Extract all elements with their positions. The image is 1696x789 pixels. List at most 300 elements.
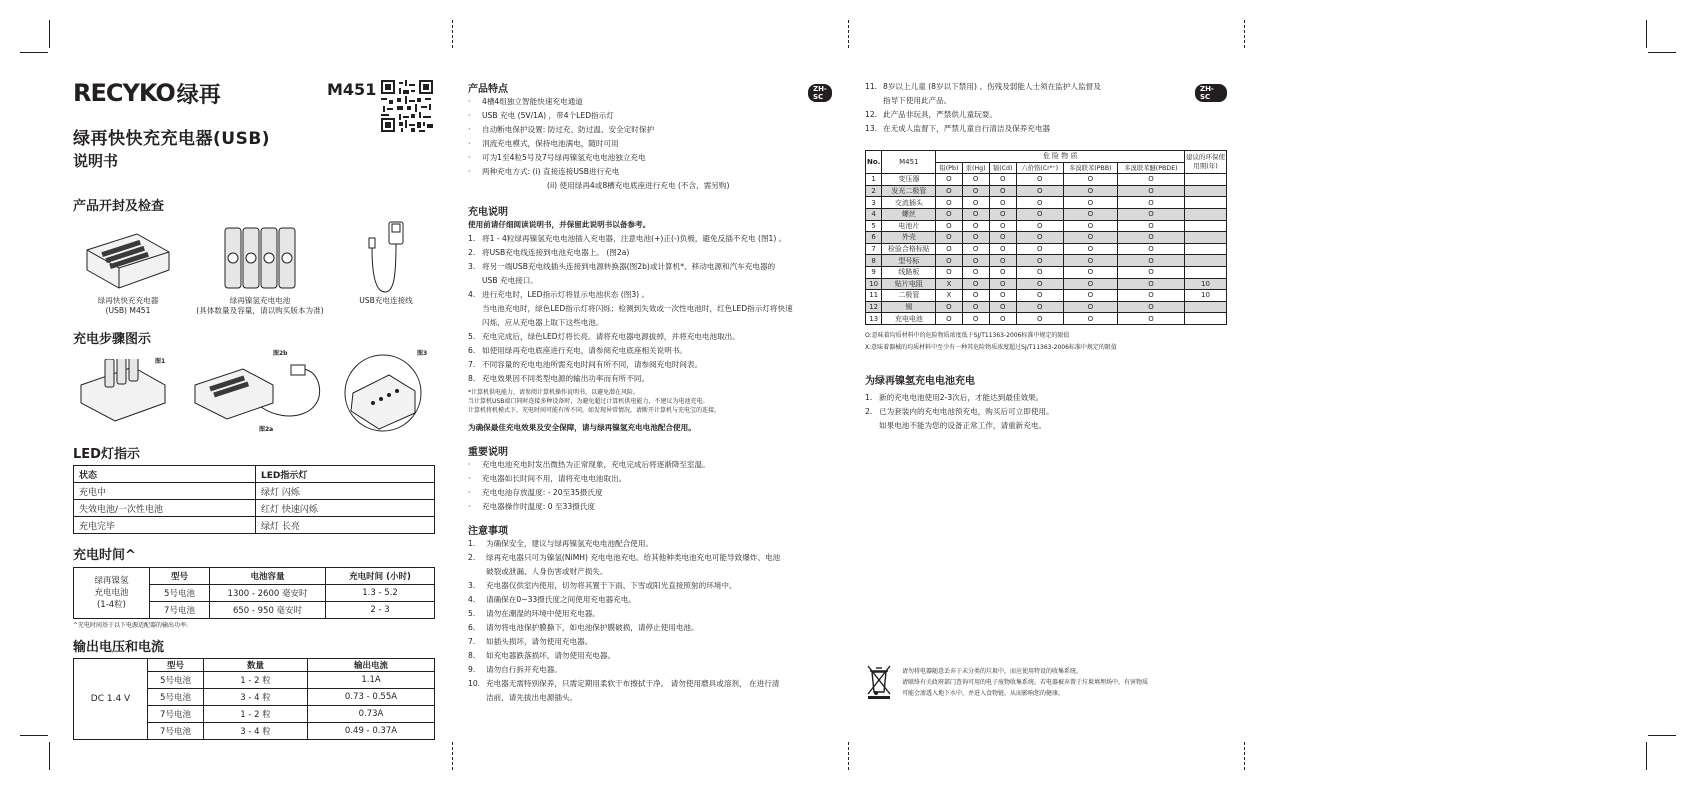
table-cell: O [1117, 174, 1184, 186]
table-cell: O [1063, 243, 1117, 255]
crop-mark [1646, 20, 1647, 48]
language-badge: ZH-SC [808, 84, 832, 102]
features-list [468, 95, 830, 193]
list-item [468, 565, 830, 579]
table-cell: O [1016, 301, 1063, 313]
table-row [866, 232, 1227, 244]
table-cell: 10 [866, 278, 882, 290]
table-cell: O [1063, 255, 1117, 267]
fold-mark [1244, 742, 1245, 770]
panel-compliance [865, 80, 1227, 433]
list-item-text: 指导下使用此产品。 [883, 96, 952, 105]
weee-bin-icon [866, 664, 892, 700]
table-header: 多溴联苯(PBB) [1063, 162, 1117, 174]
table-cell: 0.73A [308, 706, 435, 723]
table-cell: O [936, 255, 962, 267]
hazard-note-o: O:意味着均质材料中的危险物质浓度低于SJ/T11363-2006标准中规定的限值 [865, 331, 1070, 339]
list-item: · 4槽4组独立智能快速充电通道 [468, 95, 830, 109]
unboxing-label: (具体数量及容量，请以购买版本为准) [196, 306, 324, 315]
crop-mark [49, 742, 50, 770]
table-cell: 电池片 [882, 220, 936, 232]
charge-time-side [74, 568, 150, 619]
table-header: 充电时间 (小时) [326, 568, 435, 585]
table-cell: 5 [866, 220, 882, 232]
list-item: · 两种充电方式: (i) 直接连接USB进行充电 [468, 165, 830, 179]
list-number [865, 94, 883, 108]
list-item [468, 649, 830, 663]
table-header-row [74, 568, 435, 585]
table-cell: O [1117, 278, 1184, 290]
list-number: 1. [865, 392, 873, 402]
table-cell: 10 [1185, 290, 1227, 302]
table-cell [1185, 208, 1227, 220]
list-number [468, 302, 482, 316]
table-cell: O [1063, 313, 1117, 325]
features-heading: 产品特点 [468, 84, 508, 95]
list-number: 11. [865, 82, 878, 91]
charge-time-table [73, 567, 435, 619]
list-item [468, 593, 830, 607]
table-header: 危 险 物 质 [936, 151, 1185, 163]
list-item [468, 330, 830, 344]
list-item: · 可为1至4粒5号及7号绿再镍氢充电电池独立充电 [468, 151, 830, 165]
manual-subtitle: 说明书 [73, 152, 119, 170]
table-cell [1185, 266, 1227, 278]
table-header: 输出电流 [308, 659, 435, 672]
table-cell: O [1016, 278, 1063, 290]
table-cell: O [936, 266, 962, 278]
table-row [866, 197, 1227, 209]
list-number: 5. [468, 332, 476, 341]
list-item-text: 请确保在0~33摄氏度之间使用充电器充电。 [486, 595, 636, 604]
table-cell: 二极管 [882, 290, 936, 302]
table-cell: 充电完毕 [74, 517, 256, 534]
side-label: 绿再镍氢 [94, 576, 129, 586]
output-heading: 输出电压和电流 [73, 640, 165, 655]
table-cell: O [989, 220, 1016, 232]
weee-text: 请联络有关政府部门查询可用的电子废物收集系统。若电器被弃置于垃圾填埋场中，有害物质 [902, 679, 1149, 686]
table-cell: O [962, 243, 989, 255]
fold-mark [452, 742, 453, 770]
list-item [865, 122, 1227, 136]
list-item [468, 260, 830, 274]
table-cell: O [989, 208, 1016, 220]
panel-front [73, 78, 435, 740]
table-row [866, 208, 1227, 220]
list-item-text: 如果电池不能为您的设备正常工作，请重新充电。 [879, 420, 1047, 430]
table-cell: 线路板 [882, 266, 936, 278]
list-item-text: 洁前，请先拔出电源插头。 [486, 693, 578, 702]
table-cell: 0.49 - 0.37A [308, 723, 435, 740]
table-cell: O [1063, 232, 1117, 244]
table-cell: O [1016, 313, 1063, 325]
table-cell: 4 [866, 208, 882, 220]
list-item-text: 请勿将电池保护膜撕下，如电池保护膜破损，请停止使用电池。 [486, 623, 699, 632]
unboxing-label: USB充电连接线 [359, 296, 413, 305]
table-cell: O [936, 243, 962, 255]
list-item-text: 充电电池存放温度: - 20至35摄氏度 [482, 488, 603, 497]
list-item [865, 391, 1227, 405]
brand-logo: RECYKO [73, 79, 175, 107]
table-cell: O [1016, 197, 1063, 209]
list-item: · 充电器操作时温度: 0 至33摄氏度 [468, 500, 830, 514]
table-cell [1185, 232, 1227, 244]
list-item [468, 607, 830, 621]
table-cell: 3 - 4 粒 [204, 689, 308, 706]
table-header: 镉(Cd) [989, 162, 1016, 174]
table-row [866, 313, 1227, 325]
table-cell: O [936, 185, 962, 197]
list-number: 9. [468, 665, 476, 674]
table-cell [1185, 174, 1227, 186]
list-item-text: 将1 - 4粒绿再镍氢充电电池插入充电器，注意电池(+)正(-)负极，避免反插不充电 (图1) 。 [482, 234, 787, 243]
list-number: 3. [468, 262, 476, 271]
side-label: 充电电池 [94, 588, 129, 598]
table-cell: O [1117, 243, 1184, 255]
list-item [468, 358, 830, 372]
unboxing-item [185, 296, 335, 316]
weee-text: 可能会渗透入地下水中，并进入食物链，从而影响您的健康。 [902, 690, 1065, 697]
table-cell: 11 [866, 290, 882, 302]
table-cell: 10 [1185, 278, 1227, 290]
step1-illustration [77, 359, 171, 425]
table-cell: O [1117, 185, 1184, 197]
table-cell: O [1117, 197, 1184, 209]
table-cell: 7号电池 [150, 602, 210, 619]
list-item-text: 充电效果因不同类型电源的输出功率而有所不同。 [482, 374, 650, 383]
instructions-intro: 使用前请仔细阅读说明书，并保留此说明书以备参考。 [468, 220, 651, 229]
table-header: 多溴联苯醚(PBDE) [1117, 162, 1184, 174]
table-cell: O [962, 220, 989, 232]
table-row [866, 255, 1227, 267]
list-number: 2. [468, 248, 476, 257]
table-cell: O [1016, 232, 1063, 244]
table-cell: 2 - 3 [326, 602, 435, 619]
fold-mark [452, 20, 453, 48]
list-item-text: 将另一端USB充电线插头连接到电源转换器(图2b)或计算机*、移动电源和汽车充电器的 [482, 262, 776, 271]
weee-text: 请勿将电器随意丢弃于未分类的垃圾中，而应使用特设的收集系统。 [902, 668, 1083, 675]
list-item-text: 充电器如长时间不用，请将充电电池取出。 [482, 474, 627, 483]
output-table [73, 658, 435, 740]
charger-illustration [81, 230, 173, 292]
table-cell: 7号电池 [148, 706, 204, 723]
table-row [866, 266, 1227, 278]
unboxing-label: 绿再镍氢充电电池 [229, 296, 291, 305]
list-item-text: (ii) 使用绿再4或8槽充电底座进行充电 (不含，需另购) [547, 181, 730, 190]
table-cell: O [989, 255, 1016, 267]
language-badge: ZH-SC [1195, 84, 1227, 102]
list-item-text: 绿再充电器只可为镍氢(NiMH) 充电电池充电。给其他种类电池充电可能导致爆炸、电池 [486, 553, 781, 562]
table-cell: O [1063, 278, 1117, 290]
list-item [468, 621, 830, 635]
list-item-text: 不同容量的充电电池所需充电时间有所不同，请参阅充电时间表。 [482, 360, 703, 369]
steps-figures [73, 347, 435, 435]
list-item-text: 已为套装内的充电电池预充电，购买后可立即使用。 [879, 406, 1054, 416]
charge-time-note: ^充电时间基于以下电源适配器的输出功率: [73, 622, 189, 629]
table-row [866, 290, 1227, 302]
weee-notice [902, 666, 1232, 699]
list-number: 3. [468, 581, 476, 590]
charge-time-heading: 充电时间^ [73, 548, 136, 563]
table-cell: 8 [866, 255, 882, 267]
list-number: 6. [468, 346, 476, 355]
table-cell: O [989, 266, 1016, 278]
footnote: *计算机供电能力，请参阅计算机操作说明书，以避免潜在风险。 [468, 389, 640, 396]
table-cell: O [962, 278, 989, 290]
list-item [468, 316, 830, 330]
table-cell: O [989, 174, 1016, 186]
table-cell: O [1016, 174, 1063, 186]
table-row [866, 301, 1227, 313]
table-cell: 1 - 2 粒 [204, 672, 308, 689]
table-row [74, 500, 435, 517]
table-cell: 1.1A [308, 672, 435, 689]
table-row [866, 220, 1227, 232]
fig3-label: 图3 [417, 350, 428, 357]
table-cell: O [1117, 208, 1184, 220]
list-number [468, 691, 486, 705]
crop-mark [49, 20, 50, 48]
table-cell: O [1016, 290, 1063, 302]
list-item-text: 充电完成后，绿色LED灯将长亮。请将充电器电源拔掉，并将充电电池取出。 [482, 332, 740, 341]
table-cell: O [1117, 220, 1184, 232]
table-cell: O [1016, 185, 1063, 197]
batteries-illustration [223, 224, 299, 292]
table-cell: 1 [866, 174, 882, 186]
list-item-text: 充电器仅供室内使用，切勿将其置于下雨、下雪或阳光直接照射的环境中。 [486, 581, 737, 590]
list-number: 8. [468, 374, 476, 383]
list-item-text: 可为1至4粒5号及7号绿再镍氢充电电池独立充电 [482, 153, 646, 162]
table-cell: 3 [866, 197, 882, 209]
list-item-text: 新的充电电池使用2-3次后，才能达到最佳效果。 [879, 392, 1044, 402]
list-item: · 充电电池存放温度: - 20至35摄氏度 [468, 486, 830, 500]
hazard-note-x: X:意味着器械的均质材料中至少有一种其危险物质浓度超过SJ/T11363-2006标准中规定的限值 [865, 343, 1117, 351]
table-cell: O [1117, 301, 1184, 313]
list-item-text: 如插头损坏，请勿使用充电器。 [486, 637, 593, 646]
table-header: 六价铬(Cr⁶⁺) [1016, 162, 1063, 174]
instructions-heading: 充电说明 [468, 207, 508, 218]
table-cell: O [1016, 266, 1063, 278]
table-header: LED指示灯 [256, 466, 435, 483]
table-cell: O [962, 290, 989, 302]
fold-mark [848, 20, 849, 48]
table-cell: O [1117, 266, 1184, 278]
list-number: 8. [468, 651, 476, 660]
list-item-text: 破裂或泄漏、人身伤害或财产损失。 [486, 567, 608, 576]
list-number [468, 565, 486, 579]
table-cell [1185, 243, 1227, 255]
table-cell: O [1117, 255, 1184, 267]
table-cell: O [962, 313, 989, 325]
list-item-text: 4槽4组独立智能快速充电通道 [482, 97, 583, 106]
list-item-text: 在无成人监督下，严禁儿童自行清洁及保养充电器 [883, 124, 1051, 133]
table-cell: 贴片电阻 [882, 278, 936, 290]
list-item [468, 635, 830, 649]
important-heading: 重要说明 [468, 447, 508, 458]
footnote: 当计算机USB端口同时连接多种设备时，为避免超过计算机供电能力，不建议为电池充电。 [468, 398, 709, 405]
list-item [468, 551, 830, 565]
list-item [468, 246, 830, 260]
footnote: 计算机将机模式下，充电时间可能有所不同，如发现异常情况，请断开计算机与充电宝的连接。 [468, 407, 721, 414]
precautions-heading: 注意事项 [468, 526, 508, 537]
list-item: · 涓流充电模式，保持电池满电，随时可用 [468, 137, 830, 151]
precautions-continued [865, 80, 1227, 136]
list-item-text: 自动断电保护设置: 防过充、防过温、安全定时保护 [482, 125, 655, 134]
list-item [865, 108, 1227, 122]
table-row [74, 517, 435, 534]
table-cell: O [962, 197, 989, 209]
table-cell: 7号电池 [148, 723, 204, 740]
table-cell: O [962, 255, 989, 267]
table-cell: 型号标 [882, 255, 936, 267]
table-cell [1185, 220, 1227, 232]
table-header: No. [866, 151, 882, 174]
unboxing-label: 绿再快快充充电器 [97, 296, 159, 305]
table-cell: O [1063, 174, 1117, 186]
list-number: 4. [468, 290, 476, 299]
list-item: · 自动断电保护设置: 防过充、防过温、安全定时保护 [468, 123, 830, 137]
table-cell: O [1063, 208, 1117, 220]
list-item-text: 此产品非玩具，严禁供儿童玩耍。 [883, 110, 997, 119]
table-header: 型号 [150, 568, 210, 585]
table-cell: O [962, 301, 989, 313]
list-item [468, 537, 830, 551]
table-row [866, 174, 1227, 186]
table-cell: O [962, 266, 989, 278]
list-number: 2. [865, 406, 873, 416]
table-cell: 1 - 2 粒 [204, 706, 308, 723]
table-cell: 5号电池 [150, 585, 210, 602]
list-number: 1. [468, 539, 476, 548]
list-item-text: 如使用绿再充电底座进行充电，请参阅充电底座相关说明书。 [482, 346, 688, 355]
table-cell: 7 [866, 243, 882, 255]
crop-mark [20, 52, 48, 53]
table-cell: 红灯 快速闪烁 [256, 500, 435, 517]
table-cell: 外壳 [882, 232, 936, 244]
list-item [468, 691, 830, 705]
table-header: 汞(Hg) [962, 162, 989, 174]
table-header: 铅(Pb) [936, 162, 962, 174]
important-list [468, 458, 830, 514]
crop-mark [1648, 52, 1676, 53]
list-item: · 充电电池充电时发出微热为正常现象，充电完成后将逐渐降至室温。 [468, 458, 830, 472]
table-cell: 失效电池/一次性电池 [74, 500, 256, 517]
table-header: 状态 [74, 466, 256, 483]
table-cell: O [1063, 290, 1117, 302]
table-cell: O [1117, 290, 1184, 302]
safety-note: 为确保最佳充电效果及安全保障，请与绿再镍氢充电电池配合使用。 [468, 423, 696, 432]
list-number: 6. [468, 623, 476, 632]
unboxing-label: (USB) M451 [105, 306, 151, 315]
manual-title: 绿再快快充充电器(USB) [73, 129, 271, 149]
table-cell: O [962, 185, 989, 197]
panel-instructions [468, 80, 830, 705]
table-cell: O [989, 185, 1016, 197]
side-label: (1-4粒) [96, 600, 126, 610]
list-item [468, 302, 830, 316]
usb-cable-illustration [363, 220, 413, 296]
list-number: 12. [865, 110, 878, 119]
model-number: M451 [327, 80, 377, 99]
list-number [468, 274, 482, 288]
list-number: 7. [468, 360, 476, 369]
list-number: 2. [468, 553, 476, 562]
table-cell: 0.73 - 0.55A [308, 689, 435, 706]
list-number [865, 419, 879, 433]
instructions-list [468, 232, 830, 386]
list-number: 7. [468, 637, 476, 646]
table-cell: O [1016, 208, 1063, 220]
list-number: 5. [468, 609, 476, 618]
brand-logo-cn: 绿再 [176, 82, 221, 108]
fig2a-label: 图2a [259, 426, 274, 433]
list-item [468, 372, 830, 386]
table-cell: 绿灯 闪烁 [256, 483, 435, 500]
table-cell: 充电电池 [882, 313, 936, 325]
list-item [468, 677, 830, 691]
list-item-text: 如充电器跌落损坏，请勿使用充电器。 [486, 651, 616, 660]
list-item [865, 94, 1227, 108]
qr-code [381, 80, 433, 132]
table-header: 数量 [204, 659, 308, 672]
table-cell: O [962, 174, 989, 186]
unboxing-item [341, 296, 431, 306]
table-cell: O [936, 232, 962, 244]
list-item-text: 充电器操作时温度: 0 至33摄氏度 [482, 502, 596, 511]
list-item [865, 419, 1227, 433]
list-item-text: 当电池充电时，绿色LED指示灯将闪烁；检测到失效或一次性电池时，红色LED指示灯将快速 [482, 304, 793, 313]
table-cell: O [989, 278, 1016, 290]
table-cell: 9 [866, 266, 882, 278]
table-cell: O [936, 174, 962, 186]
list-item [468, 663, 830, 677]
table-cell: 1300 - 2600 毫安时 [210, 585, 326, 602]
table-row [866, 243, 1227, 255]
table-cell: 螺丝 [882, 208, 936, 220]
table-cell: O [989, 197, 1016, 209]
table-cell: 5号电池 [148, 689, 204, 706]
table-cell: O [936, 313, 962, 325]
list-item [468, 344, 830, 358]
list-item-text: 进行充电时，LED指示灯将显示电池状态 (图3) 。 [482, 290, 650, 299]
list-number [468, 316, 482, 330]
table-cell: O [936, 197, 962, 209]
table-cell [1185, 313, 1227, 325]
table-cell: 6 [866, 232, 882, 244]
table-row [866, 278, 1227, 290]
list-item-text: USB 充电 (5V/1A) ，带4个LED指示灯 [482, 111, 614, 120]
table-header: 型号 [148, 659, 204, 672]
list-item-text: 涓流充电模式，保持电池满电，随时可用 [482, 139, 619, 148]
table-cell: O [1117, 232, 1184, 244]
table-cell: 2 [866, 185, 882, 197]
table-cell: O [989, 243, 1016, 255]
table-cell: 5号电池 [148, 672, 204, 689]
list-item-text: 充电器无需特别保养，只需定期用柔软干布擦拭干净。 请勿使用磨具或溶剂， 在进行清 [486, 679, 780, 688]
table-cell: O [1016, 220, 1063, 232]
table-cell: O [962, 208, 989, 220]
table-cell: O [1063, 301, 1117, 313]
list-item [468, 288, 830, 302]
table-cell [1185, 185, 1227, 197]
table-header: 建议的环保使用期(年) [1185, 151, 1227, 174]
table-cell [1185, 197, 1227, 209]
table-cell: 650 - 950 毫安时 [210, 602, 326, 619]
steps-heading: 充电步骤图示 [73, 332, 152, 347]
table-cell: 交流插头 [882, 197, 936, 209]
table-cell: 绿灯 长亮 [256, 517, 435, 534]
unboxing-item [73, 296, 183, 316]
